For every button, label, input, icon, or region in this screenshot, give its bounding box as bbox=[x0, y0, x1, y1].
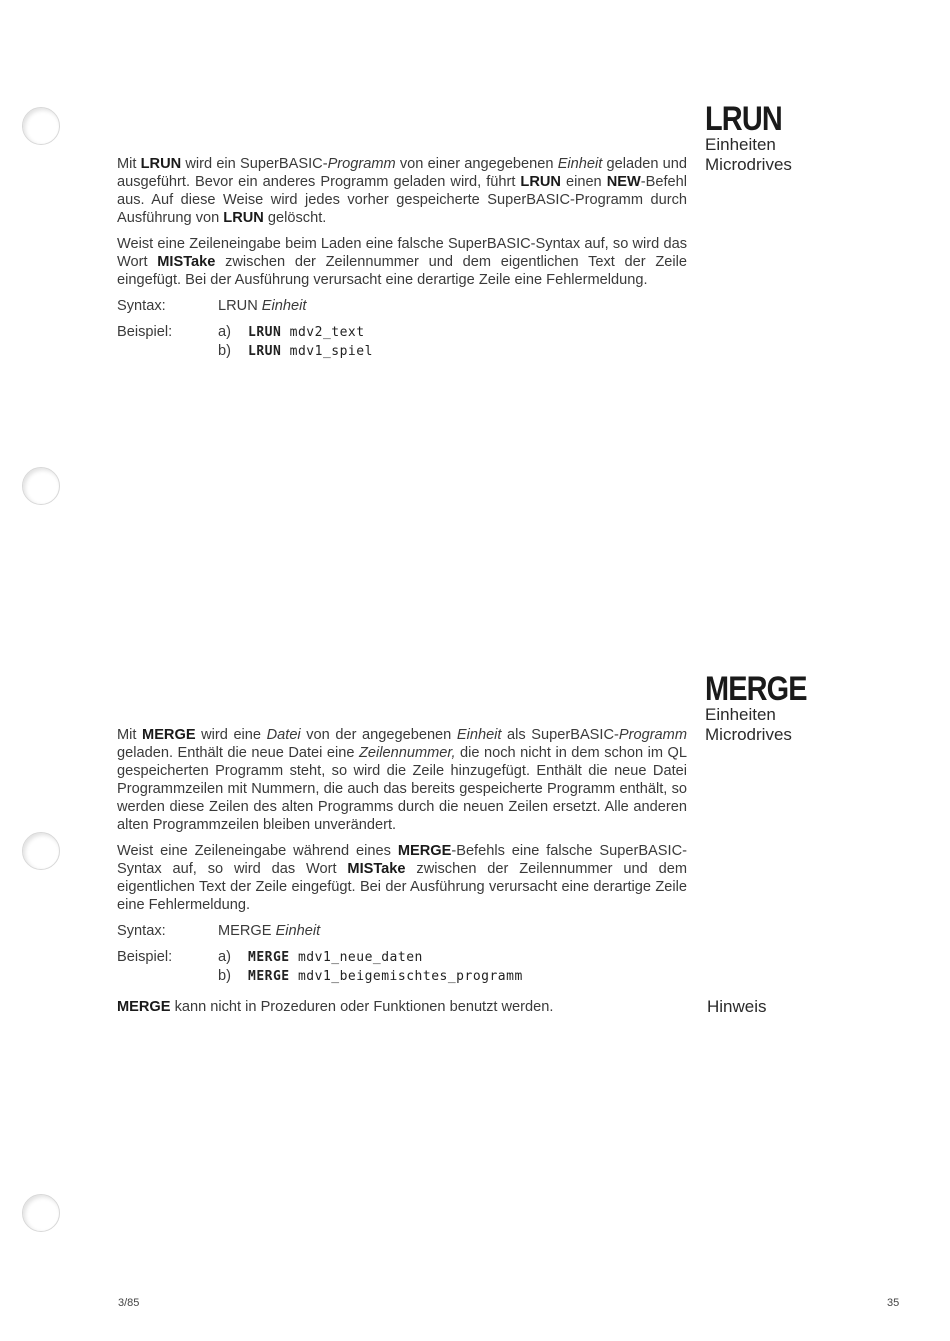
italic-term: Zeilennummer, bbox=[359, 745, 456, 761]
keyword: MERGE bbox=[397, 843, 452, 859]
lrun-syntax bbox=[218, 297, 306, 315]
example-letter: b) bbox=[218, 968, 231, 984]
example-command: MERGE bbox=[248, 950, 290, 965]
lrun-side-microdrives: Microdrives bbox=[705, 155, 792, 174]
merge-example-item bbox=[218, 967, 523, 986]
keyword: LRUN bbox=[140, 156, 182, 172]
merge-syntax-argument: Einheit bbox=[275, 923, 321, 939]
merge-syntax-command: MERGE bbox=[218, 923, 272, 939]
merge-syntax-row bbox=[117, 922, 687, 940]
text-run: einen bbox=[560, 174, 607, 190]
example-code bbox=[248, 967, 523, 986]
binder-hole-3 bbox=[22, 832, 60, 870]
lrun-example-row bbox=[117, 323, 687, 361]
merge-paragraph-1 bbox=[117, 726, 687, 834]
example-letter: a) bbox=[218, 324, 231, 340]
merge-example-list bbox=[218, 948, 523, 986]
text-run: zwischen der Zeilennummer und dem eigentlichen Text der Zeile eingefügt. Bei der Ausführung verursacht eine derartige Zeile eine Fehlermeldung. bbox=[117, 254, 687, 288]
keyword: MERGE bbox=[142, 727, 196, 743]
example-code bbox=[248, 323, 365, 342]
text-run: als SuperBASIC- bbox=[501, 727, 619, 743]
text-run: von einer angegebenen bbox=[395, 156, 558, 172]
merge-example-row bbox=[117, 948, 687, 986]
example-letter: a) bbox=[218, 949, 231, 965]
lrun-syntax-row bbox=[117, 297, 687, 315]
merge-paragraph-2 bbox=[117, 842, 687, 914]
example-command: LRUN bbox=[248, 325, 282, 340]
keyword: LRUN bbox=[520, 174, 561, 190]
merge-body bbox=[117, 726, 687, 1024]
lrun-syntax-argument: Einheit bbox=[261, 298, 307, 314]
text-run: Mit bbox=[117, 727, 143, 743]
example-letter: b) bbox=[218, 343, 231, 359]
binder-hole-2 bbox=[22, 467, 60, 505]
text-run: gelöscht. bbox=[263, 210, 327, 226]
lrun-paragraph-1 bbox=[117, 155, 687, 227]
text-run: geladen. Enthält die neue Datei eine bbox=[117, 745, 359, 761]
merge-note-label: Hinweis bbox=[707, 997, 767, 1016]
merge-example-label: Beispiel: bbox=[117, 949, 173, 965]
lrun-example-label: Beispiel: bbox=[117, 324, 173, 340]
text-run: Weist eine Zeileneingabe während eines bbox=[117, 843, 398, 859]
text-run: geladen und ausgeführt. Bevor ein anderes Programm geladen wird, führt bbox=[117, 156, 687, 190]
merge-side-devices: Einheiten bbox=[705, 705, 776, 724]
text-run: -Befehl aus. Auf diese Weise wird jedes vorher gespeicherte SuperBASIC-Programm durch Ausführung von bbox=[117, 174, 687, 226]
page-number: 35 bbox=[887, 1297, 900, 1309]
lrun-body bbox=[117, 155, 687, 369]
text-run: Weist eine Zeileneingabe beim Laden eine falsche SuperBASIC-Syntax auf, so wird das Wort bbox=[117, 236, 687, 270]
text-run: wird ein SuperBASIC- bbox=[181, 156, 328, 172]
text-run: zwischen der Zeilennummer und dem eigentlichen Text der Zeile eingefügt. Bei der Ausführung verursacht eine derartige Zeile eine Fehlermeldung. bbox=[117, 861, 687, 913]
example-code bbox=[248, 342, 373, 361]
text-run: von der angegebenen bbox=[300, 727, 457, 743]
example-argument: mdv2_text bbox=[289, 325, 365, 340]
example-command: MERGE bbox=[248, 969, 290, 984]
lrun-syntax-command: LRUN bbox=[218, 298, 258, 314]
italic-term: Programm bbox=[618, 727, 687, 743]
text-run: -Befehls eine falsche SuperBASIC-Syntax auf, so wird das Wort bbox=[117, 843, 687, 877]
italic-term: Datei bbox=[266, 727, 301, 743]
keyword: LRUN bbox=[223, 210, 264, 226]
text-run: Mit bbox=[117, 156, 141, 172]
italic-term: Programm bbox=[327, 156, 396, 172]
binder-hole-4 bbox=[22, 1194, 60, 1232]
merge-note-command: MERGE bbox=[117, 999, 171, 1015]
example-code bbox=[248, 948, 423, 967]
footer-date: 3/85 bbox=[118, 1297, 140, 1309]
merge-title: MERGE bbox=[705, 670, 807, 708]
lrun-paragraph-2 bbox=[117, 235, 687, 289]
merge-syntax-label: Syntax: bbox=[117, 923, 166, 939]
merge-syntax bbox=[218, 922, 320, 940]
text-run: die noch nicht in dem schon im QL gespeicherten Programm steht, so wird die Zeile hinzugefügt. Enthält die neue Datei Programmzeilen mit Nummern, die auch das bereits gespeicherte Programm enthält, so werden diese Zeilen des alten Programms durch die neuen Zeilen ersetzt. Alle anderen alten Programmzeilen bleiben unverändert. bbox=[117, 745, 687, 833]
example-argument: mdv1_beigemischtes_programm bbox=[297, 969, 523, 984]
merge-note-body: kann nicht in Prozeduren oder Funktionen benutzt werden. bbox=[170, 999, 554, 1015]
merge-example-item bbox=[218, 948, 523, 967]
text-run: wird eine bbox=[195, 727, 267, 743]
binder-hole-1 bbox=[22, 107, 60, 145]
italic-term: Einheit bbox=[456, 727, 502, 743]
keyword: MISTake bbox=[157, 254, 216, 270]
lrun-example-item bbox=[218, 323, 373, 342]
lrun-title: LRUN bbox=[705, 100, 782, 138]
merge-side-microdrives: Microdrives bbox=[705, 725, 792, 744]
example-command: LRUN bbox=[248, 344, 282, 359]
example-argument: mdv1_neue_daten bbox=[297, 950, 423, 965]
lrun-syntax-label: Syntax: bbox=[117, 298, 166, 314]
lrun-example-list bbox=[218, 323, 373, 361]
example-argument: mdv1_spiel bbox=[289, 344, 373, 359]
lrun-side-devices: Einheiten bbox=[705, 135, 776, 154]
italic-term: Einheit bbox=[557, 156, 603, 172]
keyword: MISTake bbox=[347, 861, 406, 877]
lrun-example-item bbox=[218, 342, 373, 361]
merge-note-text bbox=[117, 998, 687, 1016]
keyword: NEW bbox=[606, 174, 641, 190]
